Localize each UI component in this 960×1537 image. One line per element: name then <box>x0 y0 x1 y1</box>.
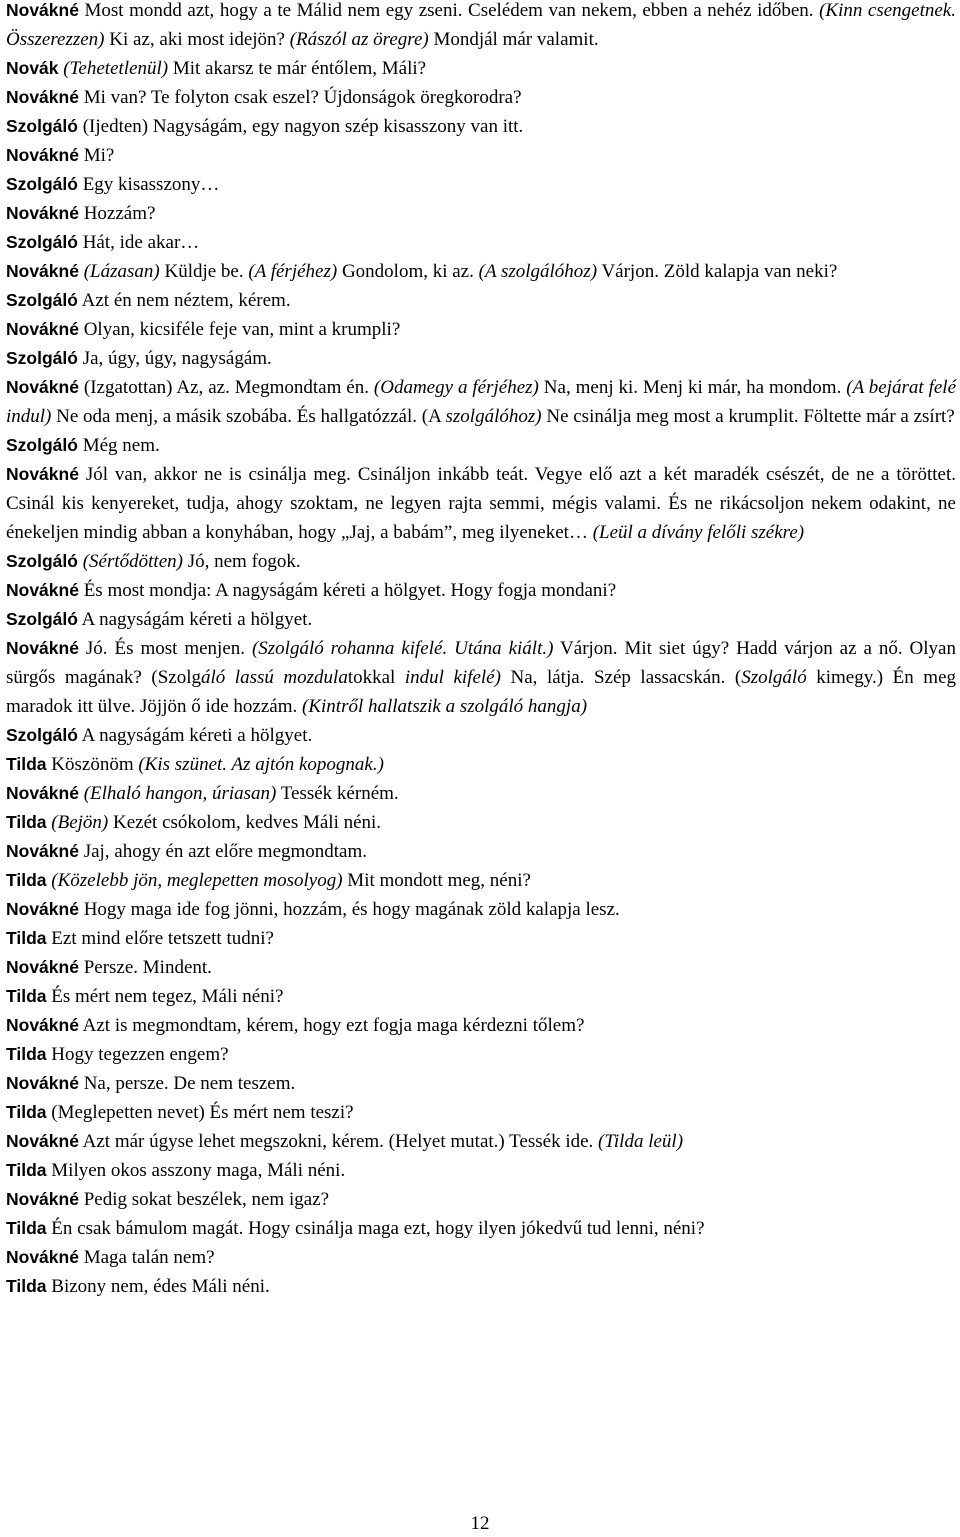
dialogue-line <box>6 1156 956 1185</box>
stage-direction: (Kinn csengetnek. Összerezzen) <box>6 0 956 50</box>
dialogue-text: Olyan, kicsiféle feje van, mint a krumpli? <box>83 319 401 340</box>
speaker-name: Novákné <box>6 1247 79 1267</box>
dialogue-line <box>6 344 956 373</box>
dialogue-line <box>6 1243 956 1272</box>
dialogue-text: Na, persze. De nem teszem. <box>83 1073 296 1094</box>
speaker-name: Szolgáló <box>6 725 78 745</box>
speaker-name: Szolgáló <box>6 435 78 455</box>
dialogue-text: Én csak bámulom magát. Hogy csinálja maga ezt, hogy ilyen jókedvű tud lenni, néni? <box>51 1218 705 1239</box>
stage-direction: (Lázasan) <box>83 261 160 282</box>
stage-direction: (Tilda leül) <box>598 1131 684 1152</box>
speaker-name: Szolgáló <box>6 609 78 629</box>
speaker-name: Tilda <box>6 1102 47 1122</box>
dialogue-text: Küldje be. <box>159 261 249 282</box>
dialogue-line <box>6 373 956 431</box>
dialogue-line <box>6 953 956 982</box>
dialogue-text: Persze. Mindent. <box>83 957 212 978</box>
speaker-name: Novákné <box>6 0 79 20</box>
dialogue-text: Hogy maga ide fog jönni, hozzám, és hogy magának zöld kalapja lesz. <box>83 899 620 920</box>
dialogue-text: És mért nem tegez, Máli néni? <box>51 986 284 1007</box>
stage-direction: (Elhaló hangon, úriasan) <box>83 783 277 804</box>
dialogue-line <box>6 547 956 576</box>
dialogue-line <box>6 141 956 170</box>
dialogue-text: Milyen okos asszony maga, Máli néni. <box>51 1160 346 1181</box>
speaker-name: Novákné <box>6 1073 79 1093</box>
dialogue-text: Hozzám? <box>83 203 156 224</box>
dialogue-text: Egy kisasszony… <box>82 174 220 195</box>
dialogue-line <box>6 315 956 344</box>
dialogue-text: Mondjál már valamit. <box>428 29 599 50</box>
dialogue-line <box>6 1272 956 1301</box>
dialogue-text: Ne oda menj, a másik szobába. És hallgatózzál. (A <box>51 406 446 427</box>
dialogue-line <box>6 721 956 750</box>
dialogue-text: kimegy.) Én meg maradok itt ülve. Jöjjön ő ide hozzám. <box>6 667 956 717</box>
stage-direction: (Szolgáló rohanna kifelé. Utána kiált.) <box>251 638 554 659</box>
speaker-name: Novákné <box>6 319 79 339</box>
dialogue-text: Azt már úgyse lehet megszokni, kérem. (Helyet mutat.) Tessék ide. <box>82 1131 599 1152</box>
speaker-name: Novákné <box>6 580 79 600</box>
stage-direction: áló lassú mozdula <box>200 667 348 688</box>
dialogue-line <box>6 895 956 924</box>
dialogue-line <box>6 808 956 837</box>
speaker-name: Novákné <box>6 261 79 281</box>
dialogue-line <box>6 431 956 460</box>
stage-direction: (A férjéhez) <box>248 261 338 282</box>
dialogue-text: Kezét csókolom, kedves Máli néni. <box>108 812 382 833</box>
dialogue-line <box>6 837 956 866</box>
speaker-name: Tilda <box>6 870 47 890</box>
dialogue-text: Most mondd azt, hogy a te Málid nem egy zseni. Cselédem van nekem, ebben a nehéz időben. <box>84 0 820 21</box>
speaker-name: Szolgáló <box>6 348 78 368</box>
dialogue-text: Mi? <box>83 145 115 166</box>
stage-direction: (A bejárat felé indul) <box>6 377 957 427</box>
dialogue-line <box>6 1214 956 1243</box>
speaker-name: Novákné <box>6 203 79 223</box>
dialogue-text: tokkal <box>347 667 405 688</box>
dialogue-text: Ki az, aki most idejön? <box>104 29 290 50</box>
stage-direction: (Leül a dívány felőli székre) <box>592 522 805 543</box>
dialogue-text: Jaj, ahogy én azt előre megmondtam. <box>83 841 368 862</box>
stage-direction: (Odamegy a férjéhez) <box>373 377 539 398</box>
speaker-name: Novákné <box>6 1015 79 1035</box>
dialogue-text: Pedig sokat beszélek, nem igaz? <box>83 1189 330 1210</box>
speaker-name: Szolgáló <box>6 116 78 136</box>
dialogue-text: Ne csinálja meg most a krumplit. Föltette már a zsírt? <box>541 406 955 427</box>
dialogue-text: Azt is megmondtam, kérem, hogy ezt fogja maga kérdezni tőlem? <box>82 1015 585 1036</box>
speaker-name: Tilda <box>6 986 47 1006</box>
speaker-name: Szolgáló <box>6 174 78 194</box>
dialogue-line <box>6 634 956 721</box>
stage-direction: (Kintről hallatszik a szolgáló hangja) <box>302 696 588 717</box>
speaker-name: Tilda <box>6 1160 47 1180</box>
speaker-name: Tilda <box>6 1218 47 1238</box>
speaker-name: Novákné <box>6 957 79 977</box>
stage-direction: (Bejön) <box>51 812 109 833</box>
speaker-name: Novákné <box>6 377 79 397</box>
dialogue-line <box>6 1098 956 1127</box>
dialogue-text: Jó, nem fogok. <box>182 551 301 572</box>
speaker-name: Novákné <box>6 638 79 658</box>
dialogue-text: (Ijedten) Nagyságám, egy nagyon szép kisasszony van itt. <box>82 116 524 137</box>
speaker-name: Tilda <box>6 1276 47 1296</box>
dialogue-line <box>6 1069 956 1098</box>
dialogue-text: Hát, ide akar… <box>82 232 200 253</box>
dialogue-text: Várjon. Zöld kalapja van neki? <box>597 261 838 282</box>
dialogue-line <box>6 228 956 257</box>
dialogue-line <box>6 750 956 779</box>
dialogue-line <box>6 286 956 315</box>
speaker-name: Szolgáló <box>6 551 78 571</box>
dialogue-line <box>6 199 956 228</box>
dialogue-text: Bizony nem, édes Máli néni. <box>51 1276 270 1297</box>
dialogue-text: Ja, úgy, úgy, nagyságám. <box>82 348 272 369</box>
dialogue-text: Mit akarsz te már éntőlem, Máli? <box>168 58 427 79</box>
stage-direction: (Közelebb jön, meglepetten mosolyog) <box>51 870 343 891</box>
speaker-name: Tilda <box>6 812 47 832</box>
dialogue-text: Ezt mind előre tetszett tudni? <box>51 928 274 949</box>
stage-direction: (Kis szünet. Az ajtón kopognak.) <box>138 754 384 775</box>
speaker-name: Novákné <box>6 1189 79 1209</box>
dialogue-text: Tessék kérném. <box>276 783 399 804</box>
dialogue-text: Hogy tegezzen engem? <box>51 1044 229 1065</box>
play-script <box>6 0 956 1301</box>
speaker-name: Tilda <box>6 1044 47 1064</box>
dialogue-line <box>6 779 956 808</box>
dialogue-line <box>6 83 956 112</box>
dialogue-line <box>6 982 956 1011</box>
dialogue-line <box>6 257 956 286</box>
stage-direction: Szolgáló <box>741 667 807 688</box>
dialogue-text: Mit mondott meg, néni? <box>342 870 531 891</box>
dialogue-text: Na, látja. Szép lassacskán. ( <box>500 667 742 688</box>
dialogue-text: És most mondja: A nagyságám kéreti a hölgyet. Hogy fogja mondani? <box>83 580 617 601</box>
speaker-name: Tilda <box>6 754 47 774</box>
dialogue-text: Még nem. <box>82 435 160 456</box>
dialogue-line <box>6 605 956 634</box>
dialogue-line <box>6 54 956 83</box>
speaker-name: Novákné <box>6 145 79 165</box>
dialogue-text: Köszönöm <box>51 754 139 775</box>
speaker-name: Novákné <box>6 87 79 107</box>
dialogue-text: A nagyságám kéreti a hölgyet. <box>81 725 313 746</box>
dialogue-text: Mi van? Te folyton csak eszel? Újdonságok öregkorodra? <box>83 87 522 108</box>
stage-direction: indul kifelé) <box>404 667 501 688</box>
stage-direction: szolgálóhoz) <box>445 406 542 427</box>
page-number: 12 <box>470 1513 490 1534</box>
stage-direction: (Tehetetlenül) <box>63 58 169 79</box>
speaker-name: Novák <box>6 58 59 78</box>
dialogue-text: Maga talán nem? <box>83 1247 215 1268</box>
speaker-name: Novákné <box>6 1131 79 1151</box>
dialogue-line <box>6 112 956 141</box>
dialogue-text: Jól van, akkor ne is csinálja meg. Csináljon inkább teát. Vegye elő azt a két maradék csészét, de ne a töröttet. Csinál kis kenyereket, tudja, ahogy szoktam, ne legyen rajta semmi, mégis valami. És ne rikácsoljon nekem odakint, ne énekeljen mindig abban a konyhában, hogy „Jaj, a babám”, meg ilyeneket… <box>6 464 956 543</box>
speaker-name: Novákné <box>6 841 79 861</box>
speaker-name: Novákné <box>6 783 79 803</box>
dialogue-text: (Izgatottan) Az, az. Megmondtam én. <box>83 377 374 398</box>
dialogue-line <box>6 924 956 953</box>
stage-direction: (Rászól az öregre) <box>289 29 429 50</box>
dialogue-line <box>6 866 956 895</box>
dialogue-line <box>6 460 956 547</box>
speaker-name: Tilda <box>6 928 47 948</box>
dialogue-text: Jó. És most menjen. <box>85 638 252 659</box>
dialogue-text: Na, menj ki. Menj ki már, ha mondom. <box>538 377 847 398</box>
dialogue-line <box>6 1011 956 1040</box>
dialogue-line <box>6 1185 956 1214</box>
dialogue-line <box>6 0 956 54</box>
dialogue-line <box>6 1040 956 1069</box>
speaker-name: Novákné <box>6 464 79 484</box>
dialogue-text: Azt én nem néztem, kérem. <box>81 290 291 311</box>
dialogue-text: (Meglepetten nevet) És mért nem teszi? <box>51 1102 354 1123</box>
dialogue-text: A nagyságám kéreti a hölgyet. <box>81 609 313 630</box>
stage-direction: (A szolgálóhoz) <box>478 261 598 282</box>
speaker-name: Szolgáló <box>6 290 78 310</box>
dialogue-text: Gondolom, ki az. <box>337 261 479 282</box>
dialogue-line <box>6 576 956 605</box>
stage-direction: (Sértődötten) <box>82 551 183 572</box>
dialogue-line <box>6 170 956 199</box>
dialogue-line <box>6 1127 956 1156</box>
dialogue-text: Várjon. Mit siet úgy? Hadd várjon az a nő. Olyan sürgős magának? (Szolg <box>6 638 956 688</box>
speaker-name: Novákné <box>6 899 79 919</box>
speaker-name: Szolgáló <box>6 232 78 252</box>
